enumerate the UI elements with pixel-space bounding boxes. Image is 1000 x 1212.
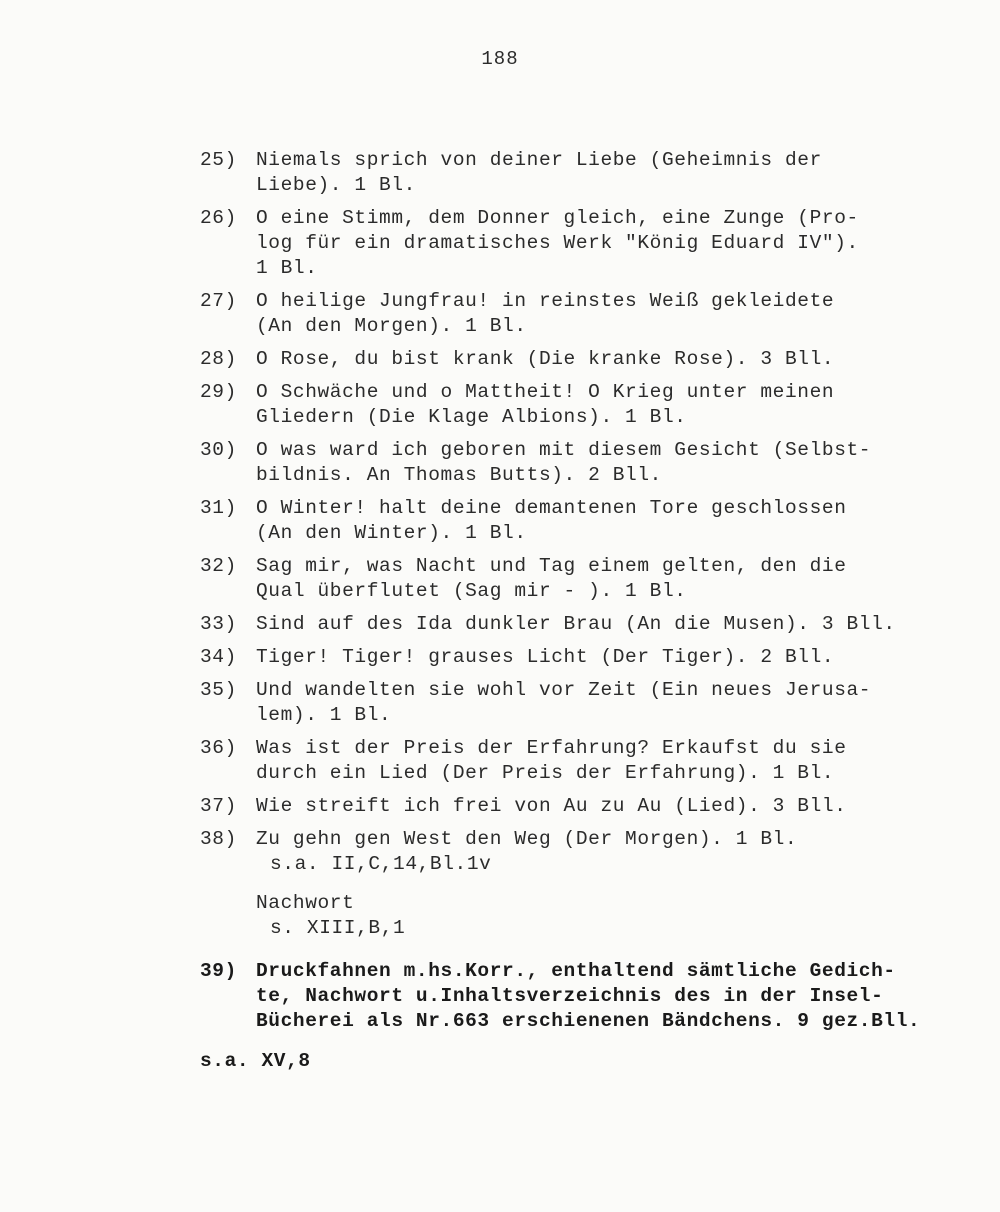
entry-26 [200,206,960,281]
entry-number: 27) [200,290,237,312]
entry-line: Liebe). 1 Bl. [256,174,416,196]
footer-reference: s.a. XV,8 [200,1050,311,1072]
entry-number: 37) [200,795,237,817]
entry-line: Druckfahnen m.hs.Korr., enthaltend sämtliche Gedich- [256,960,896,982]
entry-number: 33) [200,613,237,635]
entry-line: O was ward ich geboren mit diesem Gesicht (Selbst- [256,439,872,461]
entry-line: (An den Morgen). 1 Bl. [256,315,527,337]
entry-29 [200,380,960,430]
entry-line: te, Nachwort u.Inhaltsverzeichnis des in der Insel- [256,985,884,1007]
entry-number: 36) [200,737,237,759]
entry-31 [200,496,960,546]
entry-34 [200,645,960,670]
entry-number: 34) [200,646,237,668]
entry-27 [200,289,960,339]
entry-number: 29) [200,381,237,403]
entry-25 [200,148,960,198]
entry-30 [200,438,960,488]
entry-line: Zu gehn gen West den Weg (Der Morgen). 1 Bl. [256,828,798,850]
nachwort-ref: s. XIII,B,1 [270,917,406,939]
nachwort-block [200,891,960,941]
entry-line: Gliedern (Die Klage Albions). 1 Bl. [256,406,687,428]
entry-line: log für ein dramatisches Werk "König Eduard IV"). [256,232,859,254]
entry-line: Qual überflutet (Sag mir - ). 1 Bl. [256,580,687,602]
entry-line: bildnis. An Thomas Butts). 2 Bll. [256,464,662,486]
entry-line: Sag mir, was Nacht und Tag einem gelten, den die [256,555,847,577]
entry-32 [200,554,960,604]
entry-line: O Winter! halt deine demantenen Tore geschlossen [256,497,847,519]
entry-line: durch ein Lied (Der Preis der Erfahrung). 1 Bl. [256,762,835,784]
entry-line: O heilige Jungfrau! in reinstes Weiß gekleidete [256,290,835,312]
entry-line: Bücherei als Nr.663 erschienenen Bändchens. 9 gez.Bll. [256,1010,921,1032]
entry-line: 1 Bl. [256,257,318,279]
entry-line: O eine Stimm, dem Donner gleich, eine Zunge (Pro- [256,207,859,229]
page-number: 188 [481,48,519,70]
entry-number: 31) [200,497,237,519]
entry-line: O Schwäche und o Mattheit! O Krieg unter meinen [256,381,835,403]
entry-38 [200,827,960,877]
entry-number: 32) [200,555,237,577]
entry-number: 39) [200,960,237,982]
entry-number: 25) [200,149,237,171]
entry-number: 26) [200,207,237,229]
entry-number: 30) [200,439,237,461]
entry-list [200,148,960,1072]
entry-line: O Rose, du bist krank (Die kranke Rose). 3 Bll. [256,348,835,370]
entry-line: (An den Winter). 1 Bl. [256,522,527,544]
cross-reference: s.a. II,C,14,Bl.1v [270,853,492,875]
entry-39 [200,959,960,1034]
entry-line: Niemals sprich von deiner Liebe (Geheimnis der [256,149,822,171]
entry-36 [200,736,960,786]
entry-28 [200,347,960,372]
entry-number: 28) [200,348,237,370]
entry-37 [200,794,960,819]
entry-33 [200,612,960,637]
entry-line: Und wandelten sie wohl vor Zeit (Ein neues Jerusa- [256,679,872,701]
entry-number: 35) [200,679,237,701]
entry-line: lem). 1 Bl. [256,704,392,726]
entry-line: Wie streift ich frei von Au zu Au (Lied). 3 Bll. [256,795,847,817]
entry-line: Tiger! Tiger! grauses Licht (Der Tiger). 2 Bll. [256,646,835,668]
entry-number: 38) [200,828,237,850]
entry-35 [200,678,960,728]
entry-line: Sind auf des Ida dunkler Brau (An die Musen). 3 Bll. [256,613,896,635]
entry-line: Was ist der Preis der Erfahrung? Erkaufst du sie [256,737,847,759]
nachwort-label: Nachwort [256,892,355,914]
